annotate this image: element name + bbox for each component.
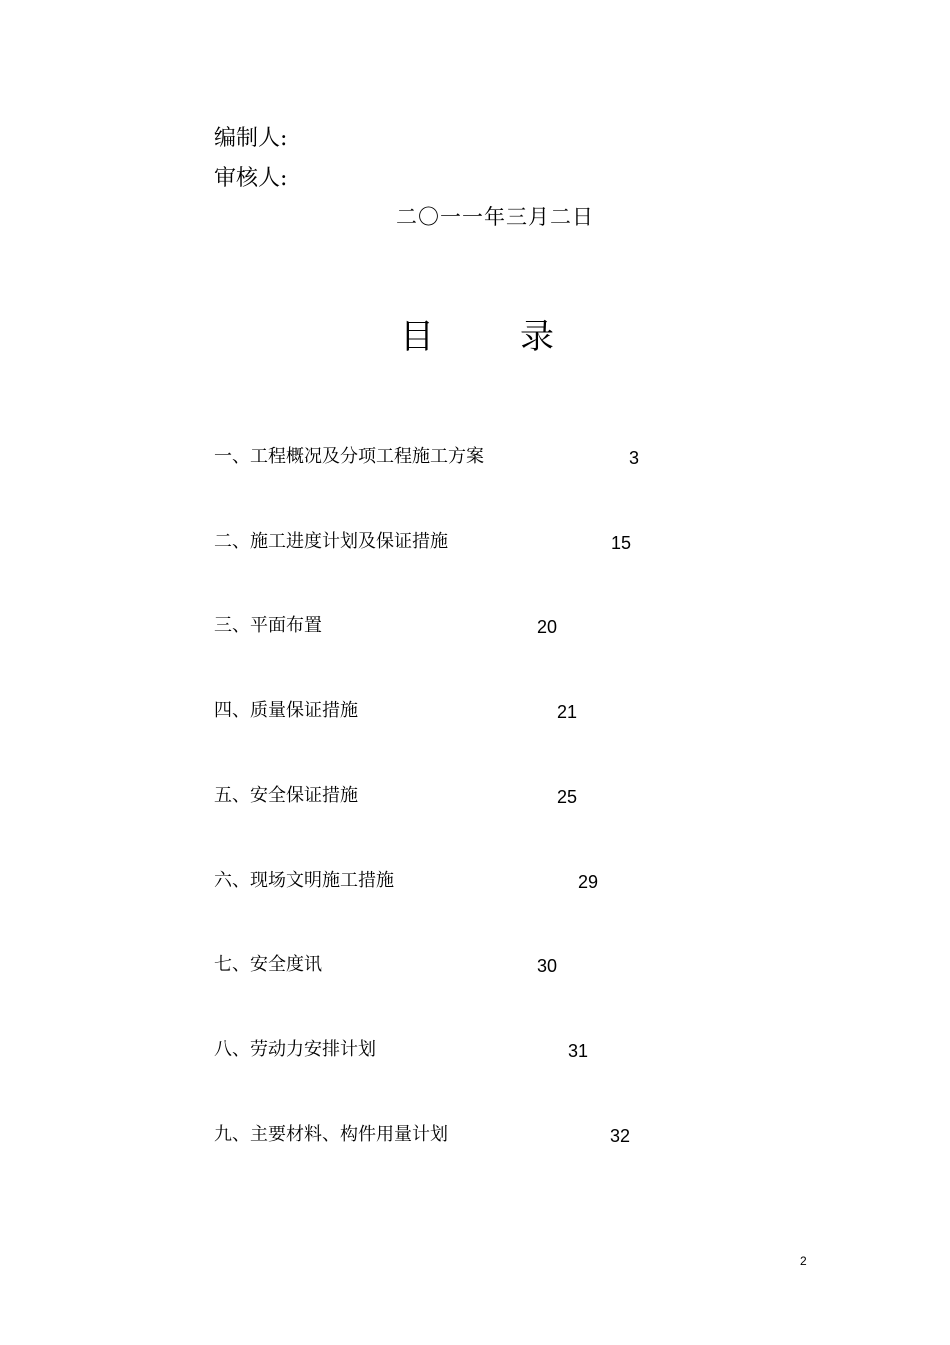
toc-entry-label: 五、安全保证措施 xyxy=(214,785,358,806)
compiler-label: 编制人: xyxy=(214,126,288,151)
toc-title-char-2: 录 xyxy=(520,317,554,357)
toc-entry-page: 29 xyxy=(578,872,599,892)
toc-entry-label: 六、现场文明施工措施 xyxy=(214,870,394,891)
toc-entry-page: 3 xyxy=(629,448,640,468)
toc-entry-label: 八、劳动力安排计划 xyxy=(214,1039,376,1060)
toc-entry-page: 21 xyxy=(557,702,578,722)
toc-entry-label: 一、工程概况及分项工程施工方案 xyxy=(214,446,484,467)
toc-entry-label: 四、质量保证措施 xyxy=(214,700,358,721)
toc-entry-page: 30 xyxy=(537,956,558,976)
document-date: 二〇一一年三月二日 xyxy=(396,205,594,229)
toc-entry-page: 20 xyxy=(537,617,558,637)
toc-entry-page: 32 xyxy=(610,1126,631,1146)
toc-entry-label: 九、主要材料、构件用量计划 xyxy=(214,1124,448,1145)
toc-entry-label: 三、平面布置 xyxy=(214,615,322,636)
toc-entry-label: 七、安全度讯 xyxy=(214,954,322,975)
toc-entry-page: 15 xyxy=(611,533,632,553)
page-number: 2 xyxy=(800,1254,807,1268)
toc-title-char-1: 目 xyxy=(400,317,434,357)
toc-entry-label: 二、施工进度计划及保证措施 xyxy=(214,531,448,552)
reviewer-label: 审核人: xyxy=(214,166,288,191)
toc-entry-page: 25 xyxy=(557,787,578,807)
toc-entry-page: 31 xyxy=(568,1041,589,1061)
